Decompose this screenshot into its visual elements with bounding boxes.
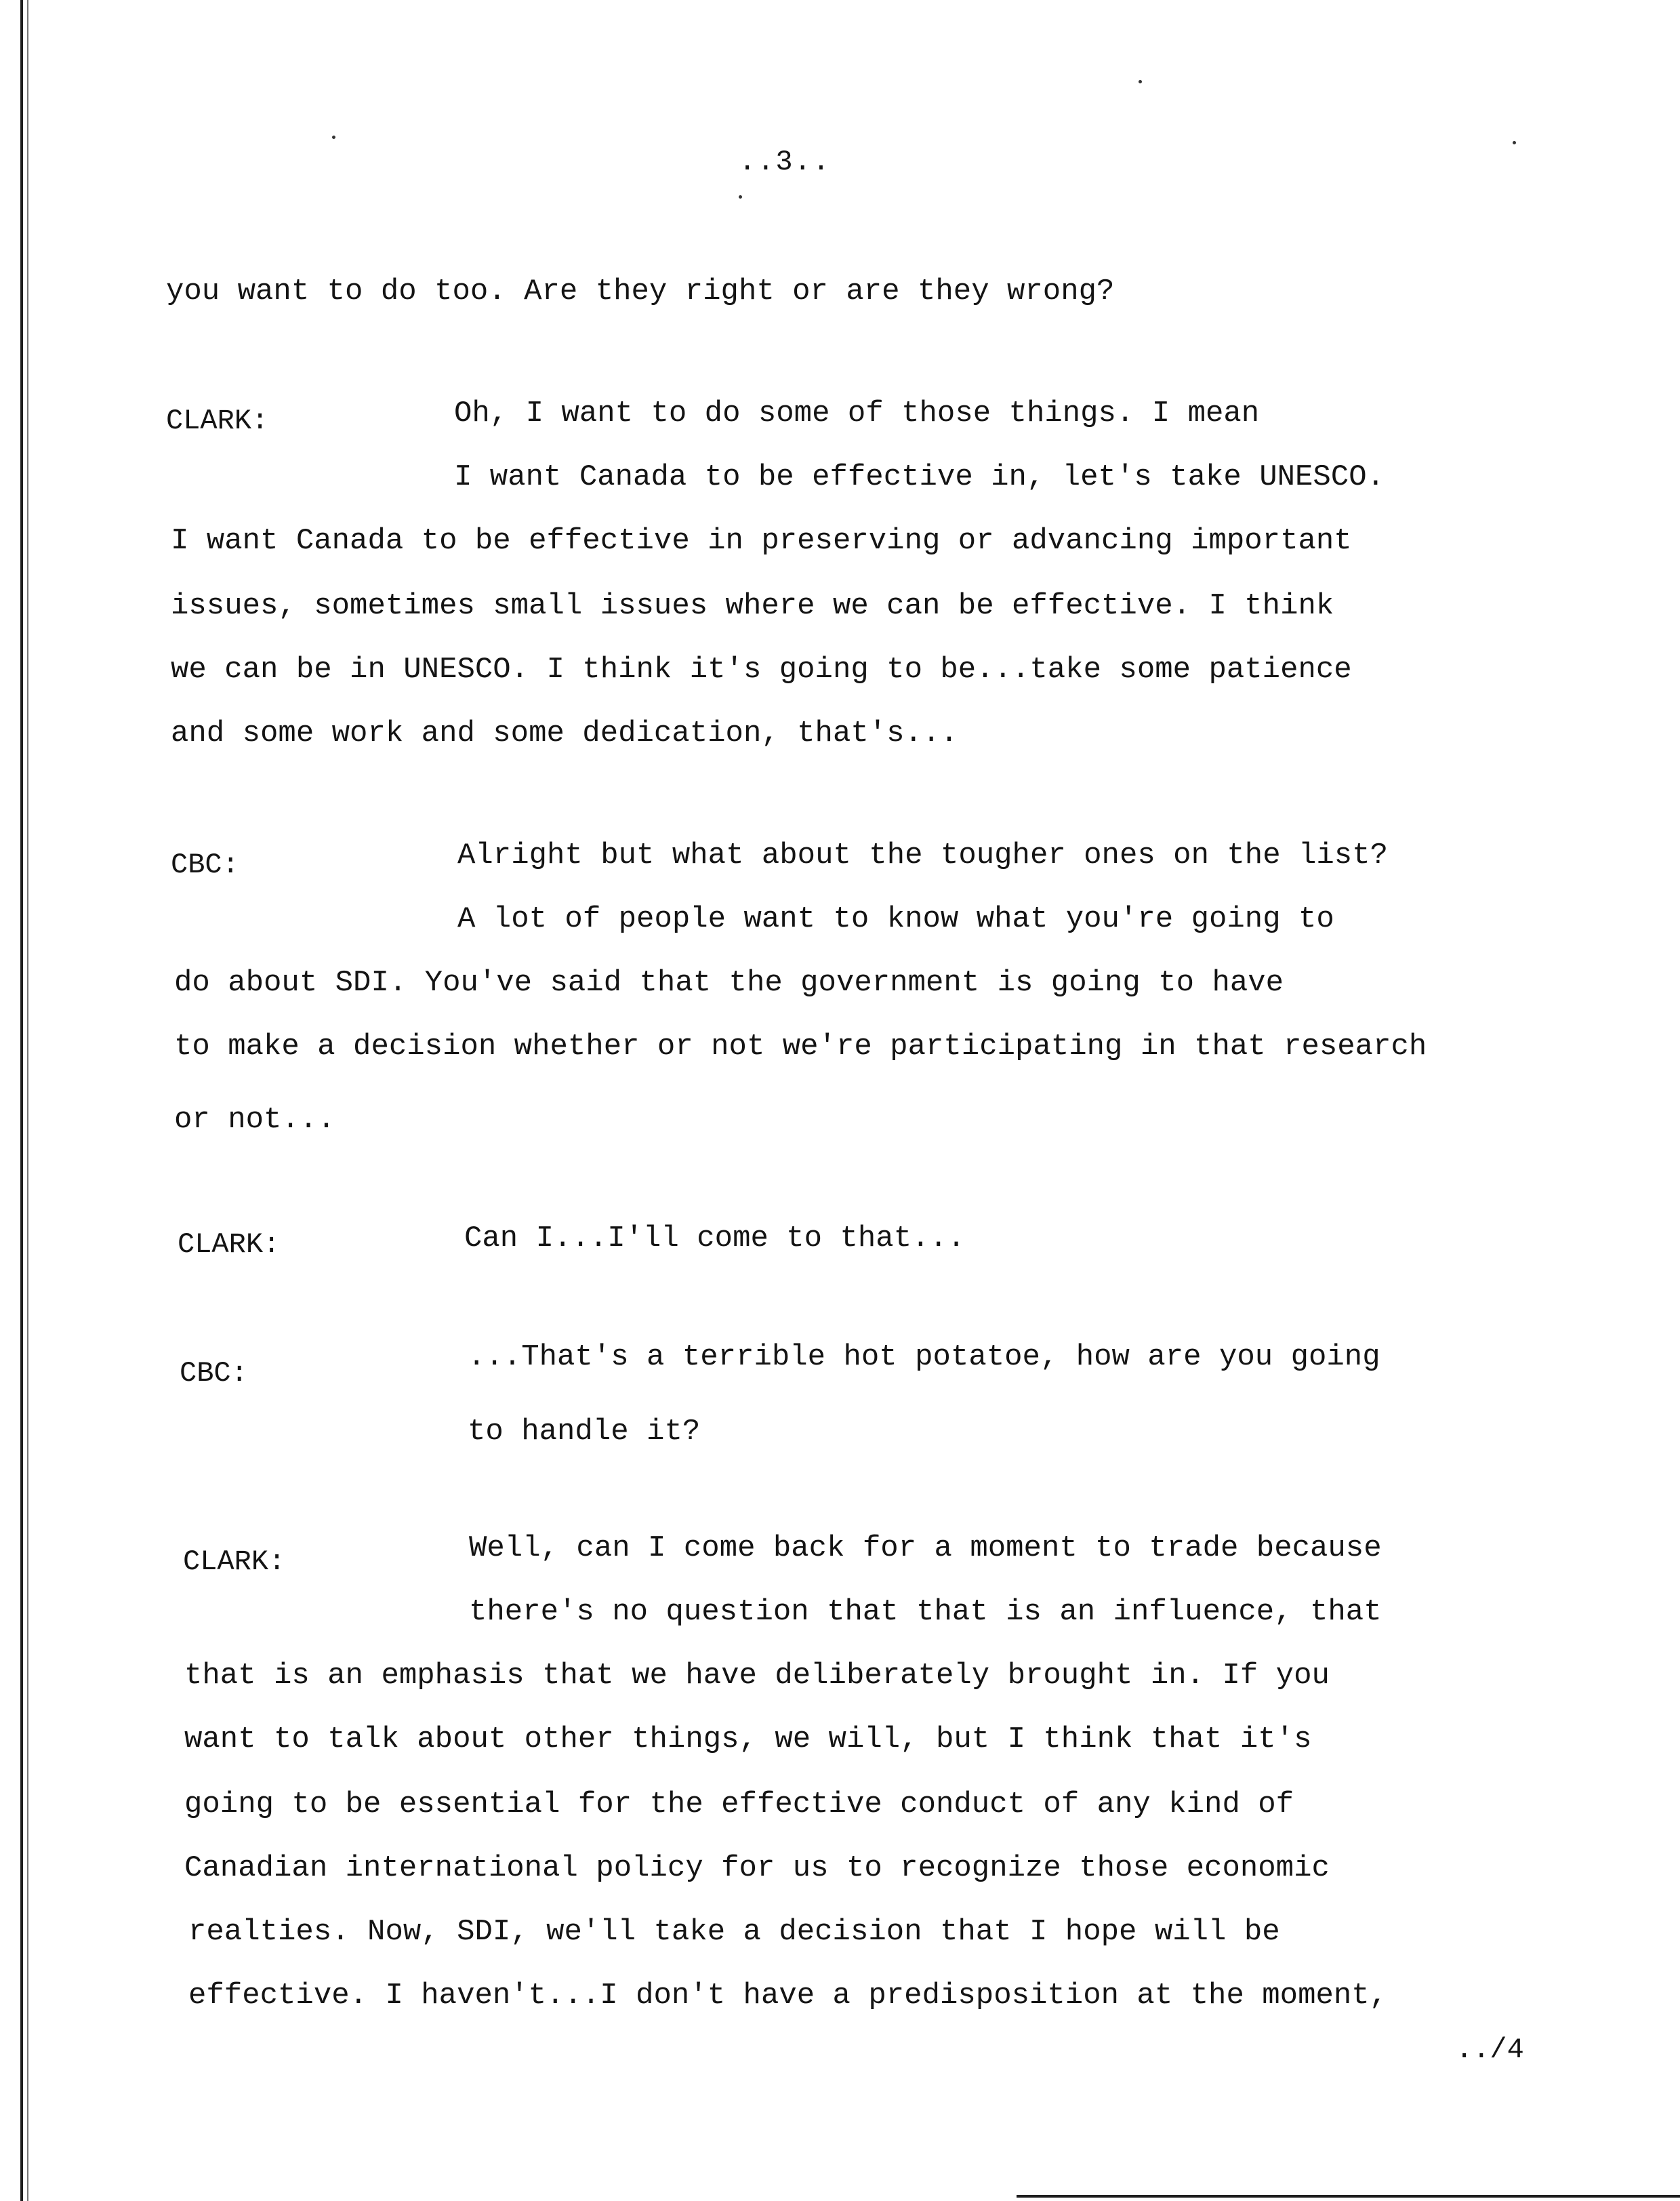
transcript-line: effective. I haven't...I don't have a predisposition at the moment, [188,1979,1388,2013]
transcript-line: issues, sometimes small issues where we can be effective. I think [171,589,1334,623]
speaker-label: CBC: [180,1357,248,1390]
scan-speck [739,195,742,199]
continued-marker: ../4 [1456,2034,1524,2066]
transcript-line: Canadian international policy for us to recognize those economic [184,1851,1330,1885]
transcript-line: we can be in UNESCO. I think it's going to be...take some patience [171,653,1352,687]
transcript-line: Well, can I come back for a moment to trade because [469,1531,1382,1565]
transcript-line: Oh, I want to do some of those things. I mean [454,397,1260,430]
transcript-line: there's no question that that is an influence, that [469,1595,1382,1629]
transcript-line: I want Canada to be effective in, let's take UNESCO. [454,460,1385,494]
transcript-line: Can I...I'll come to that... [464,1221,966,1255]
speaker-label: CLARK: [178,1228,281,1261]
scan-speck [1513,141,1516,144]
page-left-edge [20,0,23,2201]
page-number: ..3.. [739,146,832,178]
transcript-line: that is an emphasis that we have deliberately brought in. If you [184,1659,1330,1693]
transcript-line: realties. Now, SDI, we'll take a decision that I hope will be [188,1915,1280,1949]
transcript-line: to make a decision whether or not we're participating in that research [174,1030,1427,1064]
transcript-line: do about SDI. You've said that the government is going to have [174,966,1284,1000]
scan-speck [332,136,335,139]
scan-speck [1139,80,1142,83]
transcript-line: to handle it? [468,1415,701,1449]
speaker-label: CLARK: [166,405,269,437]
transcript-line: ...That's a terrible hot potatoe, how are you going [468,1340,1380,1374]
opening-line: you want to do too. Are they right or are they wrong? [166,275,1115,308]
speaker-label: CLARK: [183,1546,286,1578]
transcript-line: Alright but what about the tougher ones on the list? [457,839,1389,872]
transcript-line: or not... [174,1103,335,1137]
transcript-line: and some work and some dedication, that's... [171,716,958,750]
page-bottom-edge [1017,2195,1680,2198]
page-left-edge-inner [27,0,28,2201]
transcript-line: going to be essential for the effective conduct of any kind of [184,1788,1294,1821]
transcript-line: I want Canada to be effective in preserving or advancing important [171,524,1352,558]
transcript-line: A lot of people want to know what you're going to [457,902,1334,936]
transcript-line: want to talk about other things, we will, but I think that it's [184,1722,1312,1756]
speaker-label: CBC: [171,849,239,881]
